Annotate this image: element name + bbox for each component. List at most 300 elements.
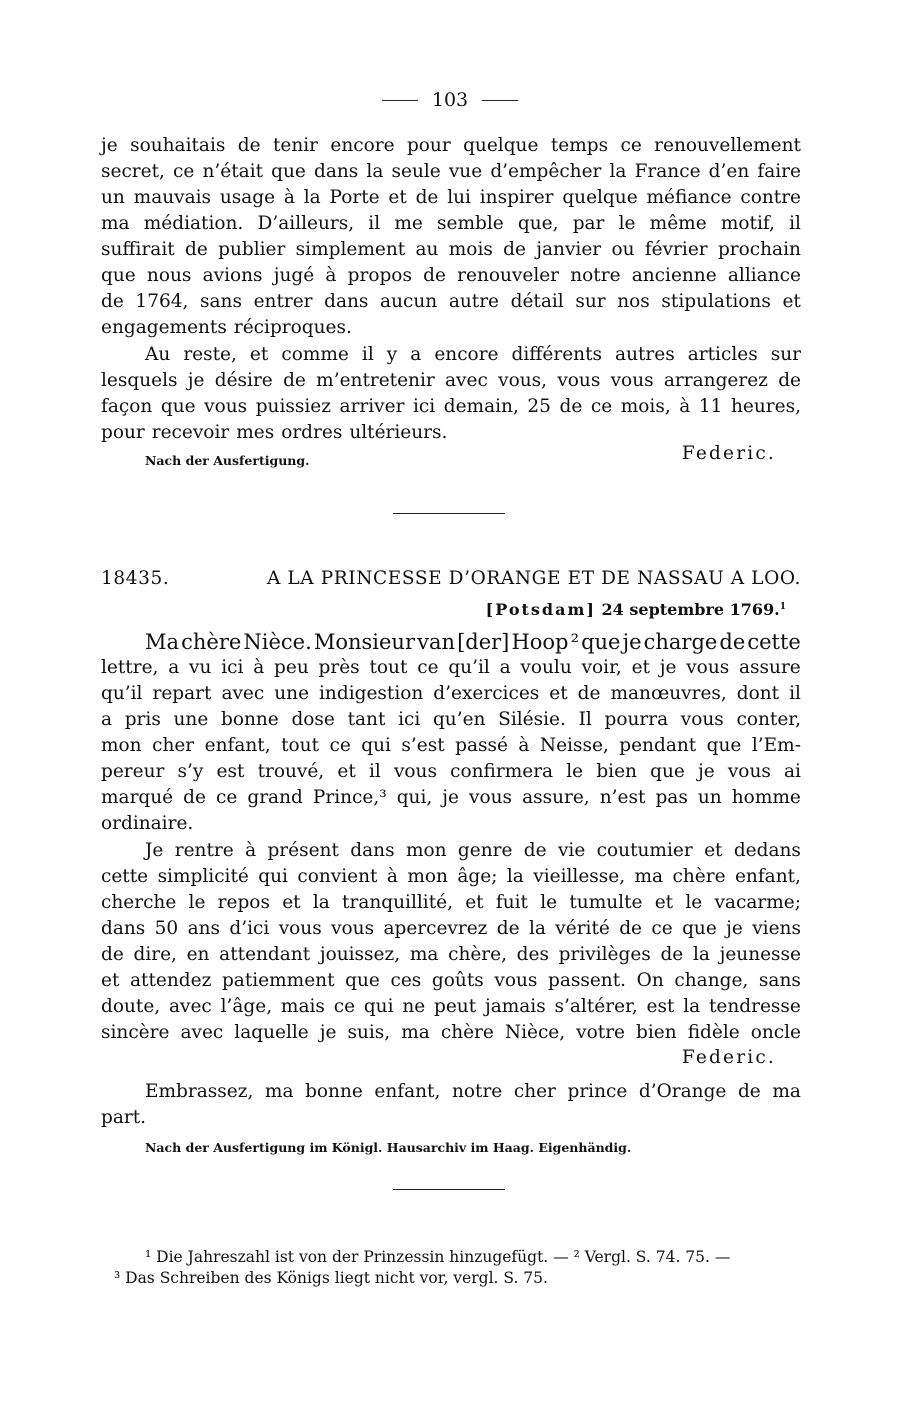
word: quelque bbox=[463, 135, 539, 156]
section-divider bbox=[393, 513, 505, 514]
word: 50 bbox=[154, 918, 179, 939]
word: cette bbox=[101, 866, 149, 887]
word: apercevrez bbox=[383, 918, 488, 939]
word: oncle bbox=[750, 1022, 801, 1043]
letter2-line bbox=[101, 1021, 801, 1045]
word: de bbox=[619, 918, 643, 939]
word: à bbox=[518, 735, 530, 756]
word: même bbox=[649, 213, 707, 234]
word: la bbox=[303, 187, 321, 208]
word: je bbox=[726, 918, 743, 939]
word: que bbox=[650, 761, 685, 782]
word: indigestion bbox=[319, 683, 424, 704]
word: dans bbox=[324, 291, 369, 312]
word: ce bbox=[651, 918, 673, 939]
word: bien bbox=[596, 761, 637, 782]
word: à bbox=[283, 187, 295, 208]
word: et bbox=[782, 291, 801, 312]
word: faire bbox=[757, 161, 801, 182]
word: a bbox=[499, 657, 511, 678]
word: s’y bbox=[177, 761, 204, 782]
word: Embrassez, bbox=[145, 1081, 254, 1102]
word: autres bbox=[615, 344, 675, 365]
letter2-line bbox=[101, 891, 801, 915]
word: suis, bbox=[347, 1022, 391, 1043]
word: d’ici bbox=[229, 918, 270, 939]
word: ce bbox=[620, 135, 642, 156]
word: vous bbox=[610, 370, 654, 391]
word: 25 bbox=[527, 396, 551, 417]
word: suffirait bbox=[101, 239, 175, 260]
word: mon bbox=[405, 840, 447, 861]
word: je bbox=[698, 761, 715, 782]
word: chère bbox=[181, 630, 242, 654]
word: conter, bbox=[736, 709, 801, 730]
word: il bbox=[789, 683, 801, 704]
word: il bbox=[361, 344, 374, 365]
word: ce bbox=[333, 996, 356, 1017]
word: privilèges bbox=[558, 944, 651, 965]
word: vacarme; bbox=[714, 892, 801, 913]
word: prince bbox=[567, 1081, 628, 1102]
word: mois, bbox=[620, 396, 671, 417]
word: je bbox=[187, 370, 205, 391]
word: tumulte bbox=[569, 892, 643, 913]
word: a bbox=[410, 344, 422, 365]
word: en bbox=[186, 944, 210, 965]
word: bonne bbox=[305, 1081, 363, 1102]
word: temps bbox=[550, 135, 609, 156]
word: motif, bbox=[720, 213, 775, 234]
word: sur bbox=[770, 344, 801, 365]
word: de bbox=[183, 787, 206, 808]
letter2-source-note: Nach der Ausfertigung im Königl. Hausarchiv im Haag. Eigenhändig. bbox=[145, 1140, 632, 1155]
letter1-line bbox=[145, 343, 801, 367]
word: dans bbox=[101, 918, 146, 939]
word: pereur bbox=[101, 761, 165, 782]
word: change, bbox=[674, 970, 749, 991]
word: simplicité bbox=[157, 866, 249, 887]
word: coutumier bbox=[596, 840, 693, 861]
letter1-line bbox=[101, 395, 801, 419]
word: différents bbox=[511, 344, 603, 365]
word: est bbox=[216, 761, 245, 782]
word: au bbox=[415, 239, 439, 260]
word: ma bbox=[264, 1081, 294, 1102]
word: jugé bbox=[273, 265, 315, 286]
word: tout bbox=[369, 657, 408, 678]
word: désire bbox=[214, 370, 273, 391]
word: à bbox=[679, 396, 691, 417]
word: la bbox=[506, 866, 524, 887]
word: de bbox=[423, 265, 446, 286]
word: engagements bbox=[101, 317, 227, 338]
letter2-signature: Federic. bbox=[681, 1047, 776, 1068]
letter2-line bbox=[145, 630, 801, 654]
word: a bbox=[168, 657, 180, 678]
word: et bbox=[465, 892, 484, 913]
word: le bbox=[685, 892, 703, 913]
word: s’est bbox=[401, 735, 445, 756]
word: je bbox=[622, 630, 642, 654]
word: avec bbox=[168, 996, 212, 1017]
word: 11 bbox=[698, 396, 723, 417]
word: voir, bbox=[581, 657, 622, 678]
word: vous, bbox=[498, 370, 548, 391]
word: mon bbox=[101, 735, 142, 756]
word: que bbox=[271, 161, 306, 182]
word: vous bbox=[331, 918, 375, 939]
word: à bbox=[245, 840, 257, 861]
word: assure bbox=[739, 657, 801, 678]
word: de bbox=[237, 135, 261, 156]
word: passé bbox=[455, 735, 508, 756]
word: comme bbox=[281, 344, 349, 365]
word: vous bbox=[393, 761, 437, 782]
letter2-postscript-line bbox=[145, 1080, 801, 1104]
word: de bbox=[523, 840, 547, 861]
word: lettre, bbox=[101, 657, 159, 678]
word: renouvellement bbox=[654, 135, 801, 156]
word: D’ailleurs, bbox=[257, 213, 355, 234]
word: Je bbox=[145, 840, 164, 861]
word: semble bbox=[437, 213, 504, 234]
word: stipulations bbox=[661, 291, 771, 312]
word: passent. bbox=[548, 970, 627, 991]
letter2-line bbox=[101, 760, 801, 784]
word: cher bbox=[513, 1081, 556, 1102]
word: ce bbox=[173, 161, 195, 182]
word: et bbox=[249, 344, 269, 365]
word: l’Em- bbox=[751, 735, 801, 756]
word: sans bbox=[758, 970, 801, 991]
word: est bbox=[646, 996, 675, 1017]
word: trouvé, bbox=[257, 761, 325, 782]
word: ans bbox=[187, 918, 221, 939]
word: la bbox=[312, 892, 330, 913]
word: dose bbox=[291, 709, 335, 730]
word: à bbox=[325, 265, 337, 286]
word: de bbox=[101, 944, 124, 965]
word: Prince,³ bbox=[312, 787, 387, 808]
word: ancienne bbox=[631, 265, 717, 286]
word: a bbox=[101, 709, 113, 730]
word: laquelle bbox=[234, 1022, 309, 1043]
word: confirmera bbox=[450, 761, 554, 782]
word: vous bbox=[686, 657, 730, 678]
letter1-source-note: Nach der Ausfertigung. bbox=[145, 453, 310, 468]
word: d’exercices bbox=[433, 683, 540, 704]
letter1-line bbox=[101, 316, 801, 340]
word: qui bbox=[361, 735, 391, 756]
word: je bbox=[442, 787, 459, 808]
word: Nièce, bbox=[504, 1022, 566, 1043]
word: d’empêcher bbox=[490, 161, 602, 182]
word: ces bbox=[390, 970, 422, 991]
letter1-signature: Federic. bbox=[681, 443, 776, 464]
word: manœuvres, bbox=[610, 683, 727, 704]
word: la bbox=[528, 918, 546, 939]
word: vu bbox=[189, 657, 212, 678]
word: avec bbox=[180, 1022, 224, 1043]
word: Monsieur bbox=[313, 630, 415, 654]
word: chère bbox=[440, 1022, 494, 1043]
word: lesquels bbox=[101, 370, 178, 391]
word: Ma bbox=[145, 630, 180, 654]
word: rentre bbox=[174, 840, 234, 861]
word: aucun bbox=[380, 291, 438, 312]
word: pour bbox=[406, 135, 451, 156]
word: la bbox=[609, 161, 627, 182]
word: jouissez, bbox=[319, 944, 401, 965]
word: ² bbox=[570, 630, 579, 654]
word: viens bbox=[752, 918, 801, 939]
word: doute, bbox=[101, 996, 161, 1017]
word: méfiance bbox=[646, 187, 732, 208]
word: de bbox=[503, 239, 526, 260]
word: On bbox=[636, 970, 664, 991]
word: janvier bbox=[536, 239, 602, 260]
word: pas bbox=[655, 787, 688, 808]
word: qu’en bbox=[432, 709, 486, 730]
word: il bbox=[368, 213, 381, 234]
letter1-line bbox=[101, 160, 801, 184]
word: encore bbox=[330, 135, 395, 156]
letter1-line bbox=[101, 290, 801, 314]
letter1-line bbox=[101, 369, 801, 393]
page-number: 103 bbox=[431, 89, 469, 111]
letter2-title: A LA PRINCESSE D’ORANGE ET DE NASSAU A LOO. bbox=[266, 568, 801, 589]
word: vous bbox=[204, 396, 248, 417]
word: mauvais bbox=[133, 187, 212, 208]
word: puissiez bbox=[255, 396, 331, 417]
word: que bbox=[345, 970, 380, 991]
word: le bbox=[188, 892, 206, 913]
letter1-line bbox=[101, 264, 801, 288]
word: usage bbox=[219, 187, 276, 208]
word: publier bbox=[218, 239, 286, 260]
word: n’était bbox=[202, 161, 264, 182]
word: arriver bbox=[339, 396, 405, 417]
word: mais bbox=[280, 996, 325, 1017]
letter2-line bbox=[101, 682, 801, 706]
word: d’en bbox=[708, 161, 750, 182]
word: enfant, bbox=[734, 866, 801, 887]
letter2-line bbox=[101, 786, 801, 810]
word: ce bbox=[590, 396, 613, 417]
word: m’entretenir bbox=[316, 370, 435, 391]
word: vous bbox=[680, 709, 724, 730]
word: mes bbox=[236, 422, 275, 443]
letter1-line bbox=[101, 134, 801, 158]
word: jamais bbox=[484, 996, 546, 1017]
letter1-line bbox=[101, 421, 801, 445]
word: Porte bbox=[329, 187, 380, 208]
word: peu bbox=[274, 657, 309, 678]
word: une bbox=[274, 683, 310, 704]
word: vous bbox=[494, 970, 538, 991]
word: l’âge, bbox=[220, 996, 273, 1017]
word: encore bbox=[434, 344, 499, 365]
word: marqué bbox=[101, 787, 174, 808]
word: ou bbox=[611, 239, 635, 260]
word: la bbox=[683, 996, 701, 1017]
word: médiation. bbox=[143, 213, 244, 234]
word: âge; bbox=[457, 866, 498, 887]
word: pourra bbox=[604, 709, 669, 730]
word: repos bbox=[217, 892, 270, 913]
word: avec bbox=[221, 683, 265, 704]
word: Nièce. bbox=[243, 630, 312, 654]
word: vous bbox=[278, 918, 322, 939]
word: des bbox=[516, 944, 549, 965]
word: ultérieurs. bbox=[349, 422, 448, 443]
word: qui bbox=[258, 866, 288, 887]
word: ma bbox=[409, 944, 439, 965]
word: il bbox=[789, 213, 801, 234]
word: bonne bbox=[220, 709, 279, 730]
word: tendresse bbox=[709, 996, 801, 1017]
word: vue bbox=[448, 161, 483, 182]
word: peut bbox=[434, 996, 477, 1017]
word: propos bbox=[347, 265, 412, 286]
word: demain, bbox=[443, 396, 519, 417]
word: un bbox=[101, 187, 125, 208]
word: articles bbox=[687, 344, 758, 365]
word: tout bbox=[281, 735, 319, 756]
word: près bbox=[318, 657, 360, 678]
word: et bbox=[388, 187, 407, 208]
word: de bbox=[559, 396, 583, 417]
word: notre bbox=[451, 1081, 503, 1102]
word: et bbox=[654, 892, 674, 913]
word: pendant bbox=[619, 735, 697, 756]
word: n’est bbox=[599, 787, 646, 808]
word: ordinaire. bbox=[101, 813, 194, 834]
letter2-line bbox=[101, 943, 801, 967]
word: simplement bbox=[295, 239, 406, 260]
letter2-postscript-line bbox=[101, 1106, 801, 1130]
word: et bbox=[282, 892, 301, 913]
word: tranquillité, bbox=[342, 892, 453, 913]
word: avec bbox=[445, 370, 488, 391]
letter2-heading bbox=[101, 568, 801, 589]
word: van bbox=[417, 630, 455, 654]
word: que bbox=[682, 918, 717, 939]
footnote-divider bbox=[393, 1189, 505, 1190]
word: dont bbox=[736, 683, 780, 704]
word: part. bbox=[101, 1107, 147, 1128]
word: que, bbox=[517, 213, 559, 234]
word: entrer bbox=[253, 291, 313, 312]
word: que bbox=[581, 630, 621, 654]
word: assure, bbox=[522, 787, 590, 808]
word: pris bbox=[124, 709, 161, 730]
word: quelque bbox=[562, 187, 638, 208]
word: secret, bbox=[101, 161, 165, 182]
letter2-line bbox=[101, 969, 801, 993]
word: d’Orange bbox=[638, 1081, 727, 1102]
word: que bbox=[160, 396, 196, 417]
word: un bbox=[697, 787, 722, 808]
word: de bbox=[101, 291, 124, 312]
word: genre bbox=[457, 840, 513, 861]
footnote-ref: 1 bbox=[779, 602, 786, 612]
word: façon bbox=[101, 396, 153, 417]
word: réciproques. bbox=[233, 317, 352, 338]
letter2-line bbox=[101, 995, 801, 1019]
word: je bbox=[101, 135, 118, 156]
word: y bbox=[386, 344, 398, 365]
word: Silésie. bbox=[498, 709, 566, 730]
word: ai bbox=[784, 761, 801, 782]
word: à bbox=[386, 866, 398, 887]
word: nous bbox=[146, 265, 192, 286]
word: grand bbox=[247, 787, 303, 808]
word: inspirer bbox=[479, 187, 554, 208]
word: enfant, bbox=[204, 735, 271, 756]
word: vous bbox=[727, 761, 771, 782]
word: prochain bbox=[717, 239, 801, 260]
word: France bbox=[634, 161, 701, 182]
letter2-line bbox=[101, 865, 801, 889]
word: ordres bbox=[281, 422, 343, 443]
word: de bbox=[737, 1081, 761, 1102]
word: homme bbox=[731, 787, 801, 808]
word: autre bbox=[448, 291, 499, 312]
word: une bbox=[173, 709, 209, 730]
letter1-line bbox=[101, 238, 801, 262]
word: cherche bbox=[101, 892, 177, 913]
word: de bbox=[415, 187, 439, 208]
word: cette bbox=[747, 630, 801, 654]
word: mois bbox=[448, 239, 493, 260]
word: dedans bbox=[733, 840, 801, 861]
word: ne bbox=[402, 996, 426, 1017]
footnote-line: ¹ Die Jahreszahl ist von der Prinzessin hinzugefügt. — ² Vergl. S. 74. 75. — bbox=[145, 1248, 731, 1266]
word: de bbox=[719, 630, 746, 654]
word: ici bbox=[398, 709, 421, 730]
word: sans bbox=[200, 291, 242, 312]
word: dans bbox=[350, 840, 395, 861]
word: je bbox=[659, 657, 677, 678]
word: et bbox=[101, 970, 120, 991]
word: sincère bbox=[101, 1022, 170, 1043]
word: fidèle bbox=[687, 1022, 740, 1043]
word: de bbox=[185, 239, 208, 260]
word: il bbox=[368, 761, 381, 782]
word: jeunesse bbox=[719, 944, 801, 965]
word: [der] bbox=[457, 630, 510, 654]
word: seule bbox=[391, 161, 441, 182]
word: le bbox=[540, 892, 558, 913]
word: détail bbox=[510, 291, 564, 312]
word: qu’il bbox=[101, 683, 143, 704]
word: la bbox=[366, 161, 384, 182]
word: goûts bbox=[431, 970, 484, 991]
word: fuit bbox=[495, 892, 528, 913]
letter2-dateline bbox=[486, 600, 786, 619]
word: la bbox=[692, 944, 710, 965]
word: voulu bbox=[520, 657, 572, 678]
word: que bbox=[706, 735, 742, 756]
word: février bbox=[644, 239, 708, 260]
word: ma bbox=[401, 1022, 430, 1043]
letter2-line bbox=[101, 708, 801, 732]
letter1-line bbox=[101, 186, 801, 210]
word: reste, bbox=[183, 344, 237, 365]
letter2-line bbox=[145, 839, 801, 863]
